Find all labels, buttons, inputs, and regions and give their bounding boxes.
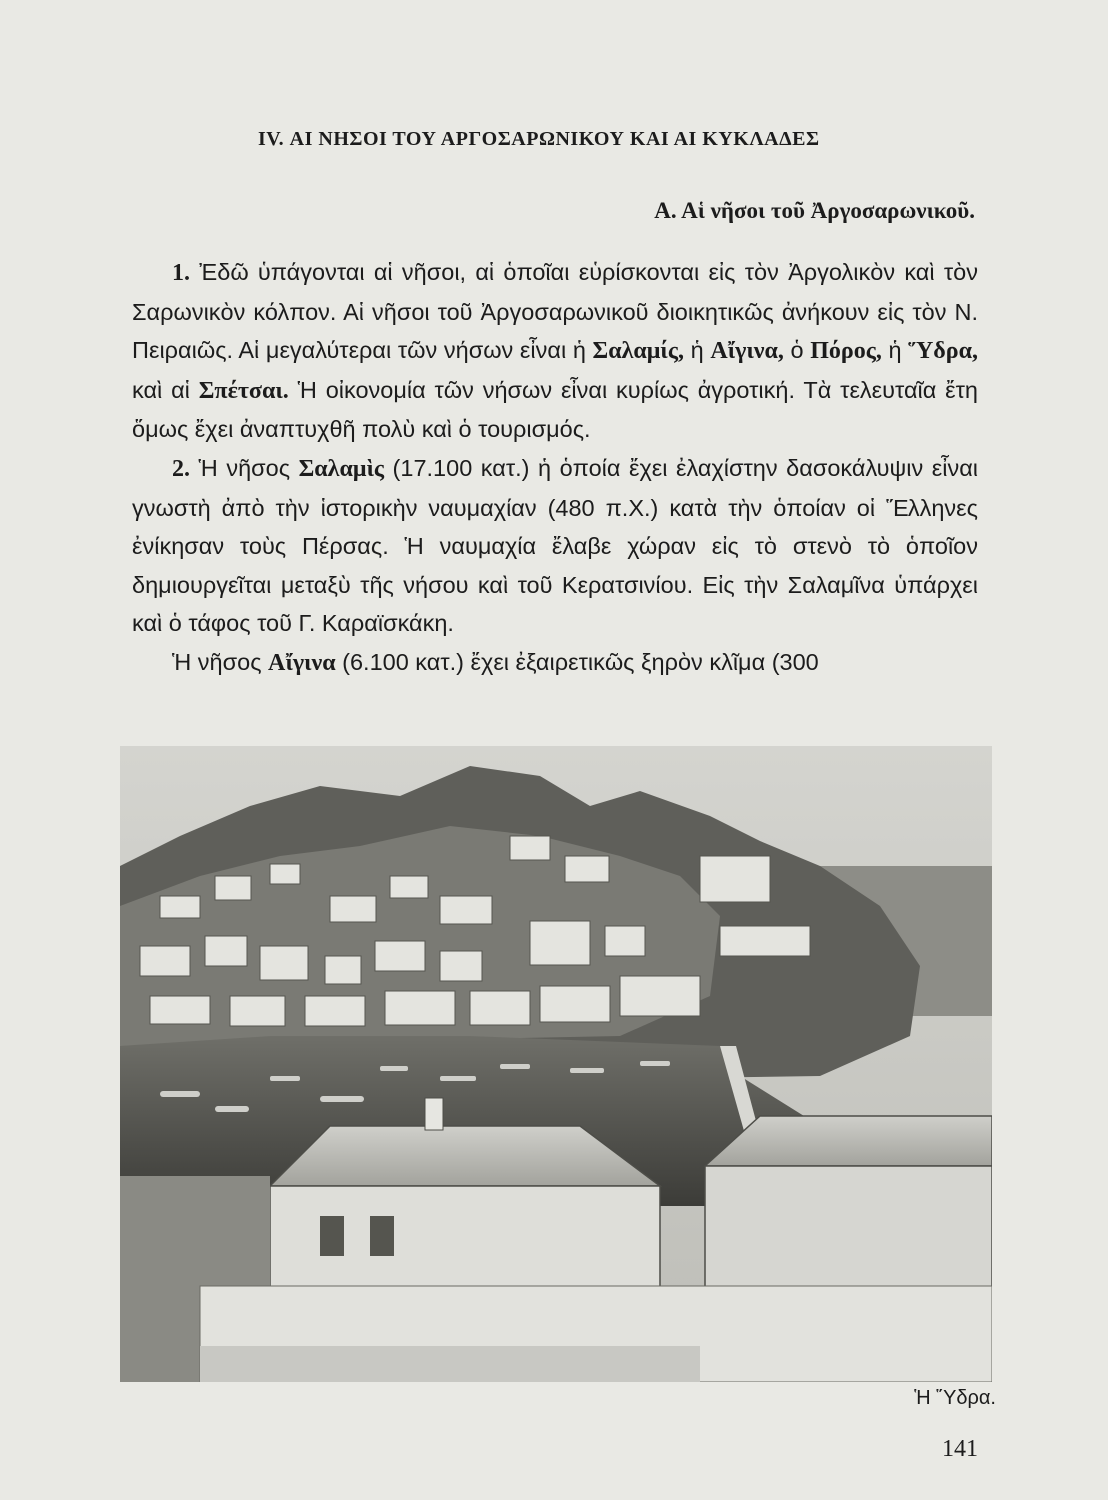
page-number: 141 [942,1436,978,1462]
paragraph-1 [132,253,978,449]
section-heading: Α. Αἱ νῆσοι τοῦ Ἀργοσαρωνικοῦ. [654,198,975,223]
photo-caption: Ἡ Ὕδρα. [914,1387,996,1409]
text-run: Ἡ νῆσος [172,648,269,675]
paragraph-number: 2. [172,455,190,482]
text-run: (17.100 κατ.) ἡ ὁποία ἔχει ἐλαχίστην δασοκάλυψιν εἶναι γνωστὴ ἀπὸ τὴν ἱστορικὴν ναυμαχίαν (480 π.Χ.) κατὰ τὴν ὁποίαν οἱ Ἕλληνες ἐνίκησαν τοὺς Πέρσας. Ἡ ναυμαχία ἔλαβε χώραν εἰς τὸ στενὸ τὸ ὁποῖον δημιουργεῖται μεταξὺ τῆς νήσου καὶ τοῦ Κερατσινίου. Εἰς τὴν Σαλαμῖνα ὑπάρχει καὶ ὁ τάφος τοῦ Γ. Καραϊσκάκη. [132,454,978,637]
island-name: Σπέτσαι. [198,377,289,404]
window [320,1216,344,1256]
chimney [425,1098,443,1130]
island-name: Πόρος, [810,338,882,365]
hydra-photograph [120,746,992,1382]
paragraph-2 [132,449,978,643]
island-name: Αἴγινα, [710,338,784,365]
island-name: Ὕδρα, [908,338,978,365]
text-run: ἡ [683,337,711,364]
paragraph-3 [132,643,978,683]
text-run: (6.100 κατ.) ἔχει ἐξαιρετικῶς ξηρὸν κλῖμα (300 [335,648,819,675]
foreground-house-right [705,1166,992,1296]
island-name: Σαλαμὶς [298,455,385,482]
island-name: Αἴγινα [268,649,336,676]
text-run: καὶ αἱ [132,376,199,403]
island-name: Σαλαμίς, [592,338,684,365]
text-run: ἡ [881,337,909,364]
text-run: Ἡ οἰκονομία τῶν νήσων εἶναι κυρίως ἀγροτική. Τὰ τελευταῖα ἔτη ὅμως ἔχει ἀναπτυχθῆ πολὺ καὶ ὁ τουρισμός. [132,376,978,443]
body-text [132,253,978,683]
terrace-ledge [200,1346,700,1382]
hydra-harbour-illustration [120,746,992,1382]
text-run: ὁ [783,337,811,364]
text-run: Ἐδῶ ὑπάγονται αἱ νῆσοι, αἱ ὁποῖαι εὑρίσκονται εἰς τὸν Ἀργολικὸν καὶ τὸν Σαρωνικὸν κόλπον. Αἱ νῆσοι τοῦ Ἀργοσαρωνικοῦ διοικητικῶς ἀνήκουν εἰς τὸν Ν. Πειραιῶς. Αἱ μεγαλύτεραι τῶν νήσων εἶναι ἡ [132,259,978,364]
text-run: Ἡ νῆσος [190,454,299,481]
chapter-heading: IV. ΑΙ ΝΗΣΟΙ ΤΟΥ ΑΡΓΟΣΑΡΩΝΙΚΟΥ ΚΑΙ ΑΙ ΚΥΚΛΑΔΕΣ [258,128,820,150]
paragraph-number: 1. [172,260,190,286]
window [370,1216,394,1256]
